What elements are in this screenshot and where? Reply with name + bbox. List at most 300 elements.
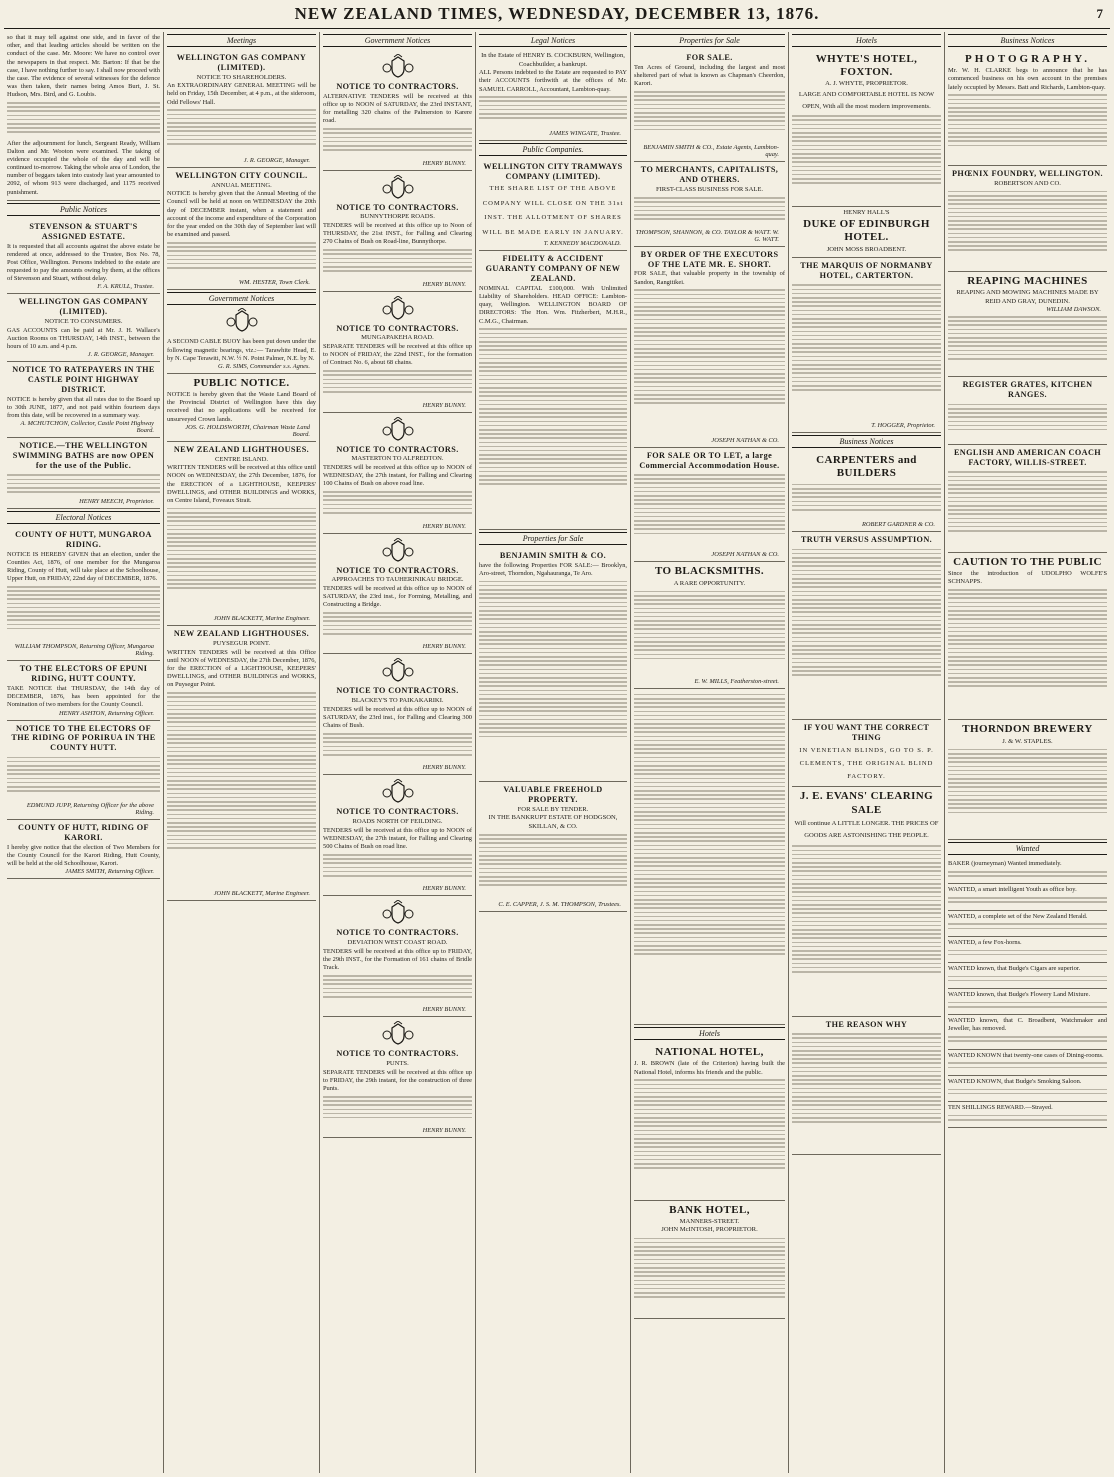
notice-signature: J. R. GEORGE, Manager. xyxy=(87,351,154,359)
notice xyxy=(479,251,627,529)
notice-text-lines xyxy=(948,401,1107,441)
notice-heading: PHŒNIX FOUNDRY, WELLINGTON. xyxy=(952,168,1103,178)
notice-text-lines xyxy=(792,282,941,422)
notice-heading: TO MERCHANTS, CAPITALISTS, AND OTHERS. xyxy=(640,165,779,185)
wanted-list xyxy=(948,858,1107,1128)
wanted-notice xyxy=(948,1050,1107,1076)
notice xyxy=(7,820,160,879)
wanted-text: TEN SHILLINGS REWARD.—Strayed. xyxy=(948,1104,1053,1112)
notice-text-lines xyxy=(7,472,160,498)
notice-subheading: MUNGAPAKEHA ROAD. xyxy=(361,334,434,342)
tender-notice xyxy=(323,534,472,655)
column-5 xyxy=(631,32,789,1473)
notice-subheading: CENTRE ISLAND. xyxy=(214,455,269,463)
notice-text-lines xyxy=(7,754,160,802)
notice-signature: WILLIAM DAWSON. xyxy=(1046,306,1101,314)
notice-signature: HENRY BUNNY. xyxy=(422,764,466,772)
columns xyxy=(4,32,1110,1473)
notice-text-lines xyxy=(634,1077,785,1197)
notice-signature: HENRY BUNNY. xyxy=(422,522,466,530)
notice-signature: HENRY BUNNY. xyxy=(422,159,466,167)
notice-heading: REAPING MACHINES xyxy=(967,275,1088,288)
section-heading: Business Notices xyxy=(948,34,1107,47)
tender-notice xyxy=(323,775,472,896)
notice-body: FOR SALE, that valuable property in the township of Sandon, Rangitikei. xyxy=(634,270,785,286)
notice-text-lines xyxy=(792,546,941,716)
notice-signature: JAMES WINGATE, Trustee. xyxy=(549,129,621,137)
notice-heading: NOTICE TO CONTRACTORS. xyxy=(336,1049,459,1059)
notice xyxy=(479,548,627,782)
notice-heading: NATIONAL HOTEL, xyxy=(655,1046,764,1059)
notice-heading: WELLINGTON GAS COMPANY (LIMITED). xyxy=(176,53,307,72)
notice xyxy=(948,553,1107,721)
notice-subheading: PUNTS. xyxy=(386,1060,409,1068)
notice-text-lines xyxy=(167,505,316,615)
notice-body: have the following Properties FOR SALE:— Brooklyn, Aro-street, Thorndon, Ngahauranga, Te Aro. xyxy=(479,561,627,577)
notice-body: NOTICE is hereby given that the Waste Land Board of the Provincial District of Wellington have this day received that no applications will be received for unsurveyed Crown lands. xyxy=(167,391,316,423)
notice-heading: NOTICE TO RATEPAYERS IN THE CASTLE POINT HIGHWAY DISTRICT. xyxy=(12,365,155,394)
notice-heading: NOTICE TO CONTRACTORS. xyxy=(336,82,459,91)
section-heading: Meetings xyxy=(167,34,316,47)
wanted-notice xyxy=(948,1102,1107,1128)
article-body-2: After the adjournment for lunch, Sergeant Ready, William Dalton and Mr. Wooton were examined. The taking of evidence occupied the whole of the day and will be continued to-morrow. Taking the whole area of London, the number of beggars taken into custody last year amounted to 2092, of whom 913 were discharged, and 1175 received punishment. xyxy=(7,139,160,196)
notice-body: SEPARATE TENDERS will be received at this office up to FRIDAY, the 29th instant, for the construction of three Punts. xyxy=(323,1068,472,1093)
notice-text-lines xyxy=(323,489,472,523)
notice-signature: E. W. MILLS, Featherston-street. xyxy=(694,678,779,686)
coat-of-arms-icon xyxy=(323,417,472,443)
notice-signature: JOHN BLACKETT, Marine Engineer. xyxy=(213,615,310,623)
notice-subheading: A RARE OPPORTUNITY. xyxy=(673,579,746,587)
notice-heading: COUNTY OF HUTT, MUNGAROA RIDING. xyxy=(15,529,152,549)
notice-subheading: BUNNYTHORPE ROADS. xyxy=(360,213,435,221)
coat-of-arms-icon xyxy=(323,658,472,684)
notice xyxy=(792,720,941,787)
notice-signature: G. R. SIMS, Commander s.s. Agnes. xyxy=(217,362,310,370)
notice-text-lines xyxy=(323,851,472,885)
notice-text-lines xyxy=(948,895,1107,907)
notice-heading: In the Estate of HENRY B. COCKBURN, Wellington, Coachbuilder, a bankrupt. xyxy=(481,52,625,68)
notice-body: TENDERS will be received at this office up to Noon of THURSDAY, the 21st INST., for Falling and Clearing 270 Chains of Bush on Road-line, Bunnythorpe. xyxy=(323,222,472,246)
notice xyxy=(634,50,785,162)
notice-text-lines xyxy=(948,973,1107,985)
notice-body: GAS ACCOUNTS can be paid at Mr. J. H. Wallace's Auction Rooms on THURSDAY, 14th INST., between the hours of 10 a.m. and 4 p.m. xyxy=(7,326,160,351)
notice-body: Since the introduction of UDOLPHO WOLFE'S SCHNAPPS. xyxy=(948,570,1107,586)
notice-subheading: JOHN MOSS BROADBENT. xyxy=(826,245,907,253)
masthead xyxy=(10,4,1104,26)
notice xyxy=(948,50,1107,166)
notice-subheading: MASTERTON TO ALFREDTON. xyxy=(351,455,444,463)
notice xyxy=(167,336,316,374)
notice xyxy=(792,1017,941,1155)
notice-body: NOTICE is hereby given that all rates due to the Board up to 30th JUNE, 1877, and not paid within fourteen days from this date, will be recovered in a summary way. xyxy=(7,395,160,420)
notice-text-lines xyxy=(948,92,1107,162)
section-heading: Properties for Sale xyxy=(479,532,627,545)
notice xyxy=(634,689,785,1025)
notice-subheading: J. & W. STAPLES. xyxy=(1002,737,1053,745)
notice-text-lines xyxy=(7,583,160,643)
notice-text-lines xyxy=(948,469,1107,549)
notice-heading: COUNTY OF HUTT, RIDING OF KARORI. xyxy=(18,823,149,842)
section-heading: Government Notices xyxy=(167,292,316,305)
coat-of-arms-icon xyxy=(167,308,316,334)
notice xyxy=(7,661,160,720)
notice-body: TENDERS will be received at this office up to NOON of SATURDAY, the 23rd inst., for Forming, Metalling, and Constructing a Bridge. xyxy=(323,584,472,609)
section-heading: Hotels xyxy=(792,34,941,47)
notice-heading: BY ORDER OF THE EXECUTORS OF THE LATE MR. E. SHORT. xyxy=(640,249,779,269)
wanted-text: WANTED known, that C. Broadbent, Watchmaker and Jeweller, has removed. xyxy=(948,1017,1107,1033)
notice-body: Ten Acres of Ground, including the largest and most sheltered part of what is known as Chapman's Cheerdon, Karori. xyxy=(634,63,785,88)
notice-heading: NOTICE TO CONTRACTORS. xyxy=(336,323,459,333)
notice-heading: STEVENSON & STUART'S ASSIGNED ESTATE. xyxy=(29,221,138,241)
notice-heading: TRUTH VERSUS ASSUMPTION. xyxy=(800,535,933,545)
notice-text-lines xyxy=(634,588,785,678)
notice-subheading: PUYSEGUR POINT. xyxy=(212,640,271,648)
notice-body: NOMINAL CAPITAL £100,000. With Unlimited Liability of Shareholders. HEAD OFFICE: Lambton-quay, Wellington. WELLINGTON BOARD OF DIRECTORS: The Hon. Wm. Fitzherbert, M.H.R., C.M.G., Chairman. xyxy=(479,284,627,325)
notice-signature: HENRY BUNNY. xyxy=(422,401,466,409)
notice xyxy=(167,626,316,900)
notice-text-lines xyxy=(792,113,941,203)
notice-signature: HENRY MEECH, Proprietor. xyxy=(79,497,154,505)
wanted-text: WANTED KNOWN that twenty-one cases of Dining-rooms. xyxy=(948,1051,1104,1059)
notice-signature: JOHN McINTOSH, PROPRIETOR. xyxy=(661,1226,758,1234)
notice-subheading: NOTICE TO SHAREHOLDERS. xyxy=(196,73,287,81)
notice-text-lines xyxy=(792,1031,941,1151)
notice-subheading: BLACKEY'S TO PAIKAKARIKI. xyxy=(351,697,444,705)
column-3 xyxy=(320,32,476,1473)
notice-heading: WHYTE'S HOTEL, FOXTON. xyxy=(815,53,918,79)
notice-heading: WELLINGTON GAS COMPANY (LIMITED). xyxy=(18,297,149,317)
notice-text-lines xyxy=(634,691,785,1021)
coat-of-arms-icon xyxy=(323,54,472,80)
notice-heading: CARPENTERS and BUILDERS xyxy=(816,453,917,480)
wanted-text: BAKER (journeyman) Wanted immediately. xyxy=(948,860,1062,868)
notice-text-lines xyxy=(948,1060,1107,1072)
tender-notice xyxy=(323,171,472,292)
coat-of-arms-icon xyxy=(323,538,472,564)
notice-body: TENDERS will be received at this office up to NOON of SATURDAY, the 23rd inst., for Falling and Clearing 300 Chains of Bush. xyxy=(323,705,472,730)
notice-text-lines xyxy=(167,239,316,279)
notice-body: SEPARATE TENDERS will be received at this office up to NOON of FRIDAY, the 22nd INST., for the formation of Contract No. 6, about 68 chains. xyxy=(323,342,472,367)
notice-heading-2: DUKE OF EDINBURGH HOTEL. xyxy=(803,218,930,244)
notice-heading: THORNDON BREWERY xyxy=(962,723,1093,736)
wanted-notice xyxy=(948,937,1107,963)
notice-heading: TO BLACKSMITHS. xyxy=(654,565,765,578)
section-heading: Properties for Sale xyxy=(634,34,785,47)
notice-heading: NOTICE TO CONTRACTORS. xyxy=(336,928,459,938)
notice-text-lines xyxy=(323,126,472,160)
wanted-notice xyxy=(948,858,1107,884)
notice-heading: NOTICE.—THE WELLINGTON SWIMMING BATHS are now OPEN for the use of the Public. xyxy=(12,441,155,471)
notice-text-lines xyxy=(167,107,316,157)
page-number: 7 xyxy=(1096,6,1104,21)
notice xyxy=(7,294,160,362)
notice xyxy=(634,448,785,563)
notice-signature: JAMES SMITH, Returning Officer. xyxy=(65,868,154,876)
wanted-text: WANTED known, that Budge's Cigars are superior. xyxy=(948,964,1081,972)
notice-heading: NOTICE TO CONTRACTORS. xyxy=(336,565,459,575)
notice-signature: JOS. G. HOLDSWORTH, Chairman Waste Land Board. xyxy=(185,423,310,438)
notice-body: A SECOND CABLE BUOY has been put down under the following magnetic bearings, viz.:— Tarawhite Head, E. by N. Cape Terawiti, N.W. ½ N. Point Palmer, N.E. by N. xyxy=(167,338,316,362)
notice-subheading: ROADS NORTH OF FEILDING. xyxy=(352,818,443,826)
notice-heading: HENRY HALL'S xyxy=(843,208,890,216)
tender-notice xyxy=(323,654,472,775)
notice xyxy=(792,787,941,1016)
notice-signature: THOMPSON, SHANNON, & CO. TAYLOR & WATT. W. G. WATT. xyxy=(635,228,779,243)
column-7 xyxy=(945,32,1110,1473)
section-heading: Public Companies. xyxy=(479,143,627,156)
notice-signature: WILLIAM THOMPSON, Returning Officer, Mungaroa Riding. xyxy=(14,643,154,658)
notice-text-lines xyxy=(167,690,316,890)
section-heading: Government Notices xyxy=(323,34,472,47)
notice xyxy=(479,159,627,252)
wanted-notice xyxy=(948,911,1107,937)
notice xyxy=(7,438,160,509)
notice xyxy=(792,50,941,207)
tender-list xyxy=(323,50,472,1138)
wanted-notice xyxy=(948,884,1107,910)
notice xyxy=(634,247,785,448)
notice-heading: BANK HOTEL, xyxy=(669,1203,750,1216)
notice-body: TENDERS will be received at this office up to FRIDAY, the 29th INST., for the Formation of 161 chains of Bridle Track. xyxy=(323,947,472,972)
notice-heading: NOTICE TO THE ELECTORS OF THE RIDING OF PORIRUA IN THE COUNTY HUTT. xyxy=(11,723,156,753)
notice-signature: HENRY BUNNY. xyxy=(422,1006,466,1014)
section-heading: Public Notices xyxy=(7,203,160,216)
notice-body: IN VENETIAN BLINDS, GO TO S. P. CLEMENTS, THE ORIGINAL BLIND FACTORY. xyxy=(799,746,934,781)
column-6 xyxy=(789,32,945,1473)
notice-signature: JOSEPH NATHAN & CO. xyxy=(711,436,779,444)
notice-text-lines xyxy=(634,471,785,551)
notice-body: ALTERNATIVE TENDERS will be received at this office up to NOON of SATURDAY, the 23rd INSTANT, for metalling 320 chains of the Palmerston to Karere road. xyxy=(323,92,472,125)
column-2 xyxy=(164,32,320,1473)
wanted-text: WANTED KNOWN, that Budge's Smoking Saloon. xyxy=(948,1077,1082,1085)
notice-text-lines xyxy=(948,586,1107,716)
notice xyxy=(792,451,941,532)
notice-body: Will continue A LITTLE LONGER. THE PRICES OF GOODS ARE ASTONISHING THE PEOPLE. xyxy=(794,819,939,840)
notice-text-lines xyxy=(634,88,785,144)
notice-signature: HENRY BUNNY. xyxy=(422,643,466,651)
notice-text-lines xyxy=(948,947,1107,959)
notice-text-lines xyxy=(634,287,785,437)
tender-notice xyxy=(323,896,472,1017)
notice-body: TENDERS will be received at this office up to NOON of WEDNESDAY, the 27th instant, for Falling and Clearing 100 Chains of Bush on above road line. xyxy=(323,463,472,488)
notice-body: I hereby give notice that the election of Two Members for the County Council for the Karori Riding, Hutt County, will be held at the old Schoolhouse, Karori. xyxy=(7,843,160,868)
notice-body: TENDERS will be received at this office up to NOON of WEDNESDAY, the 27th instant, for Falling and Clearing 500 Chains of Bush on road line. xyxy=(323,826,472,851)
notice-heading: ENGLISH AND AMERICAN COACH FACTORY, WILLIS-STREET. xyxy=(953,448,1102,467)
article-text-lines xyxy=(7,100,160,140)
notice xyxy=(948,272,1107,377)
notice-text-lines xyxy=(323,1093,472,1127)
section-heading: Hotels xyxy=(634,1027,785,1040)
notice-subheading: DEVIATION WEST COAST ROAD. xyxy=(347,939,448,947)
notice-text-lines xyxy=(323,609,472,643)
notice-subheading: APPROACHES TO TAUHERINIKAU BRIDGE. xyxy=(331,576,464,584)
notice xyxy=(634,1043,785,1201)
masthead-title: NEW ZEALAND TIMES, WEDNESDAY, DECEMBER 13, 1876. xyxy=(294,4,820,23)
notice-signature: A. MCHUTCHON, Collector, Castle Point Highway Board. xyxy=(20,420,154,435)
masthead-rule xyxy=(4,28,1110,29)
notice-signature: J. R. GEORGE, Manager. xyxy=(243,156,310,164)
notice-heading: NEW ZEALAND LIGHTHOUSES. xyxy=(173,444,310,454)
notice-heading: BENJAMIN SMITH & CO. xyxy=(499,550,607,560)
notice-body: Mr. W. H. CLARKE begs to announce that he has commenced business on his own account in the premises lately occupied by Messrs. Batt and Richards, Lambton-quay. xyxy=(948,67,1107,91)
wanted-notice xyxy=(948,1076,1107,1102)
notice xyxy=(167,442,316,626)
notice xyxy=(634,162,785,246)
notice-subheading: ANNUAL MEETING. xyxy=(211,181,272,189)
notice-text-lines xyxy=(323,972,472,1006)
notice-signature: HENRY BUNNY. xyxy=(422,280,466,288)
notice-text-lines xyxy=(948,921,1107,933)
notice-heading: NOTICE TO CONTRACTORS. xyxy=(336,202,459,212)
notice xyxy=(479,782,627,912)
notice-heading: J. E. EVANS' CLEARING SALE xyxy=(799,790,934,816)
notice-heading: FOR SALE. xyxy=(686,53,733,62)
notice-heading: FIDELITY & ACCIDENT GUARANTY COMPANY OF NEW ZEALAND. xyxy=(485,254,621,284)
notice-text-lines xyxy=(792,843,941,1013)
notice-text-lines xyxy=(323,368,472,402)
notice xyxy=(634,562,785,689)
notice-signature: JOSEPH NATHAN & CO. xyxy=(711,551,779,559)
notice-heading: FOR SALE OR TO LET, a large Commercial Accommodation House. xyxy=(639,450,780,470)
notice-heading: NOTICE TO CONTRACTORS. xyxy=(336,686,459,696)
notice xyxy=(792,532,941,720)
notice-signature: F. A. KRULL, Trustee. xyxy=(97,283,154,291)
section-heading: Wanted xyxy=(948,842,1107,855)
tender-notice xyxy=(323,50,472,171)
notice xyxy=(167,168,316,291)
coat-of-arms-icon xyxy=(323,900,472,926)
notice-text-lines xyxy=(948,313,1107,373)
notice-signature: HENRY ASHTON, Returning Officer. xyxy=(59,709,154,717)
notice-signature: HENRY BUNNY. xyxy=(422,885,466,893)
coat-of-arms-icon xyxy=(323,1021,472,1047)
wanted-notice xyxy=(948,963,1107,989)
notice-signature: EDMUND JUPP, Returning Officer for the above Riding. xyxy=(26,802,154,817)
notice-signature: C. E. CAPPER, J. S. M. THOMPSON, Trustees. xyxy=(498,901,621,909)
notice-heading: NOTICE TO CONTRACTORS. xyxy=(336,444,459,454)
notice-signature: WM. HESTER, Town Clerk. xyxy=(238,279,310,287)
notice-text-lines xyxy=(948,1112,1107,1124)
notice-body: J. R. BROWN (late of the Criterion) having built the National Hotel, informs his friends and the public. xyxy=(634,1060,785,1076)
notice-subheading: FOR SALE BY TENDER. xyxy=(517,805,589,813)
notice xyxy=(948,445,1107,553)
notice xyxy=(7,527,160,661)
tender-notice xyxy=(323,292,472,413)
notice-heading: CAUTION TO THE PUBLIC xyxy=(953,555,1102,568)
notice xyxy=(948,720,1107,840)
notice xyxy=(634,1201,785,1319)
notice-heading: WELLINGTON CITY TRAMWAYS COMPANY (LIMITED). xyxy=(483,161,623,181)
notice-body: NOTICE IS HEREBY GIVEN that an election, under the Counties Act, 1876, of one member for the Mungaroa Riding, County of Hutt, will take place at the Schoolhouse, Upper Hutt, on FRIDAY, 22nd day of DECEMBER, 1876. xyxy=(7,550,160,583)
notice-subheading: MANNERS-STREET. xyxy=(679,1217,740,1225)
notice-heading: THE REASON WHY xyxy=(825,1019,908,1029)
coat-of-arms-icon xyxy=(323,779,472,805)
notice-heading: NEW ZEALAND LIGHTHOUSES. xyxy=(173,629,310,639)
notice-signature: T. HOGGER, Proprietor. xyxy=(871,421,935,429)
notice-body: WRITTEN TENDERS will be received at this office until NOON on WEDNESDAY, the 27th December, 1876, for the ERECTION of a LIGHTHOUSE, KEEPERS' DWELLINGS, and OTHER BUILDINGS and WORKS, on Centre Island, Foveaux Strait. xyxy=(167,464,316,504)
notice-body: LARGE AND COMFORTABLE HOTEL IS NOW OPEN, With all the most modern improvements. xyxy=(798,90,935,110)
notice-signature: ROBERT GARDNER & CO. xyxy=(861,521,935,529)
tender-notice xyxy=(323,413,472,534)
notice xyxy=(167,374,316,442)
notice-body: It is requested that all accounts against the above estate be rendered at once, addressed to the Trustee, Box No. 78, Post Office, Wellington. Persons indebted to the estate are requested to pay the amounts owing by them, at the offices of Stevenson and Stuart, without delay. xyxy=(7,242,160,283)
notice-text-lines xyxy=(948,1034,1107,1046)
section-heading: Electoral Notices xyxy=(7,511,160,524)
notice-subheading: NOTICE TO CONSUMERS. xyxy=(44,318,123,326)
notice-heading: THE MARQUIS OF NORMANBY HOTEL, CARTERTON. xyxy=(800,261,933,280)
notice xyxy=(167,50,316,168)
notice-body: ALL Persons indebted to the Estate are requested to PAY their ACCOUNTS forthwith at the offices of Mr. SAMUEL CARROLL, Accountant, Lambton-quay. xyxy=(479,69,627,93)
notice-text-lines xyxy=(948,999,1107,1011)
notice-text-lines xyxy=(479,578,627,778)
wanted-notice xyxy=(948,989,1107,1015)
notice xyxy=(7,721,160,821)
wanted-text: WANTED known, that Budge's Flowery Land Mixture. xyxy=(948,991,1091,999)
notice-body: NOTICE is hereby given that the Annual Meeting of the Council will be held at noon on WEDNESDAY the 20th day of DECEMBER instant, when a statement and account of the income and expenditure of the Corporation for the year ended on the 30th day of September last will be examined and passed. xyxy=(167,190,316,239)
notice-body: TAKE NOTICE that THURSDAY, the 14th day of DECEMBER, 1876, has been appointed for the Nomination of two members for the County Council. xyxy=(7,685,160,709)
notice-heading: PUBLIC NOTICE. xyxy=(193,376,290,389)
notice-heading: VALUABLE FREEHOLD PROPERTY. xyxy=(503,785,603,804)
notice xyxy=(792,207,941,259)
notice-text-lines xyxy=(948,868,1107,880)
notice-subheading: FIRST-CLASS BUSINESS FOR SALE. xyxy=(655,186,764,194)
notice-heading: IF YOU WANT THE CORRECT THING xyxy=(803,723,930,742)
notice-text-lines xyxy=(479,326,627,526)
notice xyxy=(948,166,1107,272)
notice-text-lines xyxy=(634,1235,785,1315)
section-heading: Business Notices xyxy=(792,435,941,448)
notice-text-lines xyxy=(948,1086,1107,1098)
tender-notice xyxy=(323,1017,472,1138)
article-body: so that it may tell against one side, and in favor of the other, and that leading articles should be written on the conduct of the case. Mr. Moore: We have no control over the newspapers in that respect. Mr. Barton: If that be the case, I have nothing further to say. I shall now proceed with the case. The evidence of several witnesses for the defence was then taken, their names being Amos Burt, J. St. Hudson, Mrs. Bird, and G. Loubis. xyxy=(7,34,160,99)
notice-signature: JOHN BLACKETT, Marine Engineer. xyxy=(213,889,310,897)
wanted-text: WANTED, a complete set of the New Zealand Herald. xyxy=(948,912,1088,920)
notice-text-lines xyxy=(479,831,627,901)
news-article xyxy=(7,32,160,201)
notice-subheading: REAPING AND MOWING MACHINES MADE BY REID AND GRAY, DUNEDIN. xyxy=(956,289,1099,305)
notice-subheading: A. J. WHYTE, PROPRIETOR. xyxy=(825,80,908,88)
notice-text-lines xyxy=(323,730,472,764)
notice-text-lines xyxy=(479,94,627,130)
notice-heading: REGISTER GRATES, KITCHEN RANGES. xyxy=(962,380,1093,400)
notice-body: IN THE BANKRUPT ESTATE OF HODGSON, SKILLAN, & CO. xyxy=(488,814,618,830)
wanted-text: WANTED, a smart intelligent Youth as office boy. xyxy=(948,886,1077,894)
notice xyxy=(7,219,160,295)
notice xyxy=(479,50,627,141)
notice-body: An EXTRAORDINARY GENERAL MEETING will be held on Friday, 15th December, at 4 p.m., at the sideroom, Odd Fellows' Hall. xyxy=(167,82,316,106)
notice-heading: TO THE ELECTORS OF EPUNI RIDING, HUTT COUNTY. xyxy=(19,664,148,684)
column-4 xyxy=(476,32,631,1473)
notice-text-lines xyxy=(948,746,1107,836)
notice-signature: T. KENNEDY MACDONALD. xyxy=(543,240,621,248)
notice-body: WRITTEN TENDERS will be received at this Office until NOON of WEDNESDAY, the 27th December, 1876, for the ERECTION of a LIGHTHOUSE, KEEPERS' DWELLINGS, and OTHER BUILDINGS and WORKS, on Puysegur Point. xyxy=(167,648,316,689)
notice-text-lines xyxy=(948,188,1107,268)
column-1 xyxy=(4,32,164,1473)
notice xyxy=(7,362,160,438)
coat-of-arms-icon xyxy=(323,296,472,322)
notice-signature: BENJAMIN SMITH & CO., Estate Agents, Lambton-quay. xyxy=(643,144,779,159)
notice-signature: HENRY BUNNY. xyxy=(422,1127,466,1135)
wanted-notice xyxy=(948,1015,1107,1049)
notice-heading: PHOTOGRAPHY. xyxy=(965,53,1090,65)
notice-heading: NOTICE TO CONTRACTORS. xyxy=(336,807,459,817)
section-heading: Legal Notices xyxy=(479,34,627,47)
notice-text-lines xyxy=(792,481,941,521)
notice-text-lines xyxy=(323,247,472,281)
notice-subheading: ROBERTSON AND CO. xyxy=(994,179,1061,187)
notice-heading: WELLINGTON CITY COUNCIL. xyxy=(175,170,308,180)
wanted-text: WANTED, a few Fox-horns. xyxy=(948,938,1022,946)
